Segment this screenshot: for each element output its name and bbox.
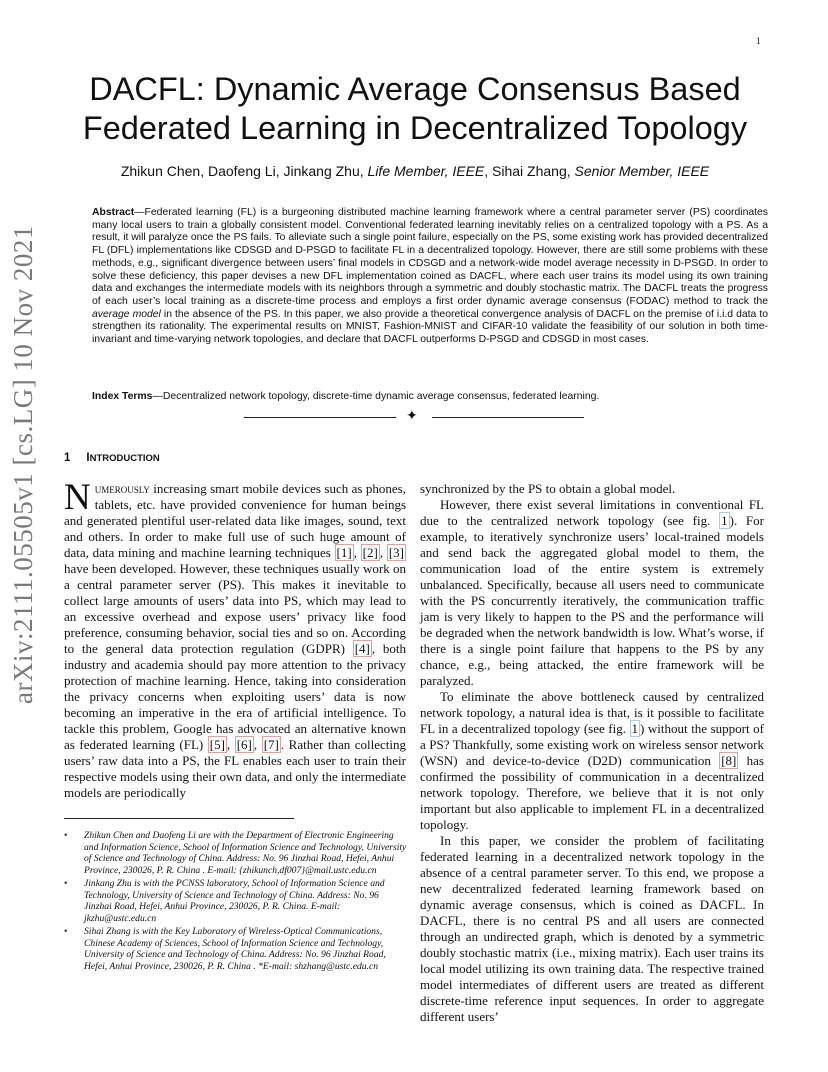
drop-cap: N: [64, 477, 91, 518]
title-line-2: Federated Learning in Decentralized Topology: [82, 110, 748, 146]
footnote-rule: [64, 818, 294, 819]
author-names-a: Zhikun Chen, Daofeng Li, Jinkang Zhu,: [120, 163, 368, 179]
divider-rule-right: [432, 417, 584, 418]
text-run: increasing smart mobile devices such as phones, tablets, etc. have provided convenience for human beings and generated plentiful user-related data like images, sound, text and others. In order to make full use of such huge amount of data, data mining and machine learning techniques: [64, 481, 406, 560]
index-terms-text: —Decentralized network topology, discrete-time dynamic average consensus, federated learning.: [152, 391, 600, 402]
section-divider: [244, 408, 584, 428]
left-column: [64, 477, 407, 801]
text-run: ,: [353, 545, 361, 560]
divider-rule-left: [244, 417, 396, 418]
bullet-icon: •: [64, 878, 68, 889]
abstract-text-a: —Federated learning (FL) is a burgeoning distributed machine learning framework where a central parameter server (PS) coordinates many local users to train a globally consistent model. Conventional federated learning inevitably relies on a centralized topology with a PS. As a result, it will paralyze once the PS fails. To alleviate such a single point failure, especially on the PS, some existing work has provided decentralized FL (DFL) implementations like CDSGD and D-PSGD to facilitate FL in a decentralized topology. However, there are still some problems with these methods, e.g., significant divergence between users’ final models in CDSGD and a network-wide model average necessity in D-PSGD. In order to solve these deficiency, this paper devises a new DFL implementation coined as DACFL, where each user trains its model using its own training data and exchanges the intermediate models with its neighbors through a symmetric and doubly stochastic matrix. The DACFL treats the progress of each user’s local training as a discrete-time process and employs a first order dynamic average consensus (FODAC) method to track the: [92, 207, 768, 307]
affiliation-footnotes: [64, 830, 408, 974]
section-title-initial: I: [86, 452, 90, 464]
citation-link[interactable]: [8]: [721, 753, 737, 768]
footnote-text: Sihai Zhang is with the Key Laboratory of Wireless-Optical Communications, Chinese Academy of Sciences, School of Information Science and Technology, University of Science and Technology of China. Address: No. 96 Jinzhai Road, Hefei, Anhui Province, 230026, P. R. China . *E-mail: shzhang@ustc.edu.cn: [84, 926, 386, 972]
citation-link[interactable]: [7]: [263, 737, 279, 752]
bullet-icon: •: [64, 926, 68, 937]
section-title-rest: NTRODUCTION: [89, 453, 160, 464]
bullet-icon: •: [64, 830, 68, 841]
page-number: 1: [756, 36, 761, 46]
lead-smallcaps: umerously: [94, 481, 150, 496]
citation-link[interactable]: [6]: [236, 737, 252, 752]
text-run: ,: [253, 737, 262, 752]
text-run: , both industry and academia should pay more attention to the privacy protection of machine learning. Hence, taking into consideration the privacy concerns when exploiting users’ data is now becoming an imperative in the era of artificial intelligence. To tackle this problem, Google has advocated an alternative known as federated learning (FL): [64, 641, 406, 752]
right-column: [420, 481, 764, 1025]
text-run: ,: [379, 545, 387, 560]
text-run: ) without the support of a PS? Thankfully, some existing work on wireless sensor network (WSN) and device-to-device (D2D) communication: [420, 721, 765, 768]
footnote-item: [64, 926, 408, 972]
author-role-a: Life Member, IEEE: [367, 163, 485, 179]
author-role-b: Senior Member, IEEE: [574, 163, 710, 179]
text-run: . Rather than collecting users’ raw data into a PS, the FL enables each user to train their respective models using their own data, and only the intermediate models are periodically: [64, 737, 407, 800]
citation-link[interactable]: [1]: [336, 545, 352, 560]
intro-paragraph-4: In this paper, we consider the problem of facilitating federated learning in a decentralized network topology in the absence of a central parameter server. To this end, we propose a new decentralized federated learning framework based on dynamic average consensus, which is coined as DACFL. In DACFL, there is no central PS and all users are connected through an undirected graph, which is denoted by a symmetric doubly stochastic matrix (i.e., mixing matrix). Each user trains its local model utilizing its own training data. The respective trained model intermediates of different users are treated as different discrete-time reference input sequences. In order to aggregate different users’: [420, 833, 764, 1024]
text-run: To eliminate the above bottleneck caused by centralized network topology, a natural idea is that, is it possible to facilitate FL in a decentralized topology (see fig.: [420, 689, 764, 736]
abstract: [92, 207, 768, 347]
citation-link[interactable]: [4]: [354, 641, 370, 656]
text-run: has confirmed the possibility of communication in a decentralized network topology. Therefore, we believe that it is not only important but also applicable to implement FL in a decentralized topology.: [420, 753, 764, 832]
citation-link[interactable]: [3]: [388, 545, 404, 560]
author-list: [60, 163, 770, 179]
arxiv-identifier-stamp: arXiv:2111.05505v1 [cs.LG] 10 Nov 2021: [8, 225, 38, 704]
footnote-item: [64, 878, 408, 924]
intro-paragraph-1: [64, 477, 407, 801]
text-run: have been developed. However, these techniques usually work on a central parameter server (PS). This makes it inevitable to collect large amounts of users’ data into PS, which may lead to an excessive overhead and expose users’ privacy like food preference, consuming behavior, social ties and so on. According to the general data protection regulation (GDPR): [64, 561, 406, 656]
footnote-item: [64, 830, 408, 876]
title-line-1: DACFL: Dynamic Average Consensus Based: [89, 71, 741, 107]
section-heading: [64, 452, 160, 464]
citation-link[interactable]: [5]: [209, 737, 225, 752]
text-run: However, there exist several limitations in conventional FL due to the centralized network topology (see fig.: [420, 497, 764, 528]
footnote-text: Jinkang Zhu is with the PCNSS laboratory, School of Information Science and Technology, University of Science and Technology of China. Address: No. 96 Jinzhai Road, Hefei, Anhui Province, 230026, P. R. China. E-mail: jkzhu@ustc.edu.cn: [84, 878, 385, 924]
text-run: ,: [226, 737, 235, 752]
intro-paragraph-3: [420, 689, 764, 833]
abstract-emphasis: average model: [92, 308, 161, 320]
section-number: 1: [64, 452, 71, 464]
intro-paragraph-1-continued: synchronized by the PS to obtain a global model.: [420, 481, 676, 496]
figure-link[interactable]: 1: [721, 513, 728, 528]
index-terms: [92, 390, 768, 403]
citation-link[interactable]: [2]: [362, 545, 378, 560]
footnote-text: Zhikun Chen and Daofeng Li are with the Department of Electronic Engineering and Information Science, School of Information Science and Technology, University of Science and Technology of China. Address: No. 96 Jinzhai Road, Hefei, Anhui Province, 230026, P. R. China . E-mail: {zhikunch,df007}@mail.ustc.edu.cn: [84, 830, 407, 876]
author-names-b: , Sihai Zhang,: [484, 163, 575, 179]
intro-paragraph-2: [420, 497, 764, 689]
text-run: ). For example, to iteratively synchronize users’ local-trained models and send back the aggregated global model to them, the communication load of the entire system is extremely unbalanced. Specifically, because all users need to communicate with the PS concurrently iteratively, the communication traffic jam is very likely to happen to the PS and the performance will be degraded when the network bandwidth is low. What’s worse, if there is a single point failure that happens to the PS by any chance, e.g., being attacked, the entire framework will be paralyzed.: [420, 513, 764, 688]
divider-diamond-icon: ✦: [406, 409, 418, 424]
index-terms-label: Index Terms: [92, 391, 153, 402]
abstract-label: Abstract: [92, 207, 135, 218]
paper-title: [60, 70, 770, 148]
abstract-text-b: in the absence of the PS. In this paper, we also provide a theoretical convergence analysis of DACFL on the premise of i.i.d data to strengthen its rationality. The experimental results on MNIST, Fashion-MNIST and CIFAR-10 validate the feasibility of our solution in both time-invariant and time-varying network topologies, and declare that DACFL outperforms D-PSGD and CDSGD in most cases.: [92, 308, 768, 346]
figure-link[interactable]: 1: [631, 721, 639, 736]
